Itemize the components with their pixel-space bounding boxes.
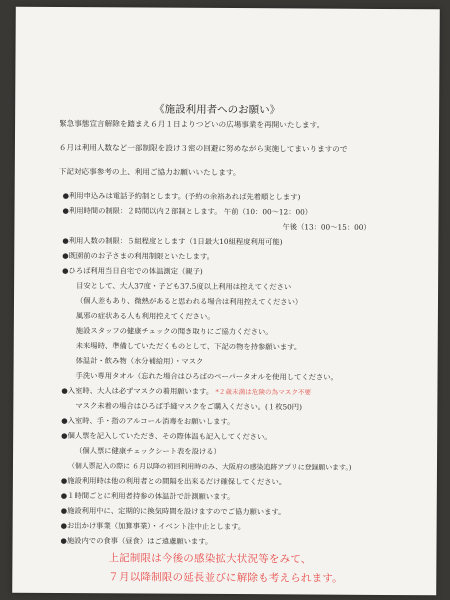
closing-line: ７月以降制限の延長並びに解除も考えられます。	[108, 571, 343, 585]
rule-item: ●既園前のお子さまの利用制限といたします。	[62, 250, 215, 261]
rule-item: ●利用時間の制限：２時間以内２部制とします。 午前（10：00～12：00）	[62, 205, 313, 217]
rule-item: ●利用申込みは電話予約制とします。(予約の余裕あれば先着順とします)	[62, 191, 301, 202]
rule-item: ●入室時、手・指のアルコール消毒をお願いします。	[61, 415, 235, 427]
rule-item: ●お出かけ事業（加算事業）・イベント注中止とします。	[60, 520, 246, 532]
rule-item: マスク未着の場合はひろば手縫マスクをご購入ください。(１枚50円)	[75, 401, 302, 412]
rule-item: 施設スタッフの健康チェックの聞き取りにご協力ください。	[75, 326, 273, 337]
rule-item: 手洗い専用タオル（忘れた場合はひろばのペーパータオルを使用してください。	[75, 371, 338, 382]
rule-item: ●施設利用時は他の利用者との間隔を出来るだけ確保してください。	[60, 475, 287, 487]
rule-item: ●個人票を記入していただき、その際体温も記入してください。	[61, 430, 272, 442]
notice-title: 《施設利用者へのお願い》	[154, 103, 281, 117]
notice-paper	[12, 7, 440, 596]
rule-item	[61, 386, 311, 398]
rule-item: ●１時間ごとに利用者持参の体温計で計測願います。	[60, 490, 235, 502]
rule-red-note: *２歳未満は危険の為マスク不要	[215, 387, 312, 397]
rule-item: ●施設内での食事（昼食）はご遠慮願います。	[60, 535, 213, 546]
rule-item: 目安として、大人37度・子ども37.5度以上利用は控えてください	[76, 281, 292, 292]
intro-line: 緊急事態宣言解除を踏まえ６月１日よりつどいの広場事業を再開いたします。	[59, 118, 325, 130]
intro-line: ６月は利用人数など一部制限を設け３密の回避に努めながら実施してまいりますので	[58, 142, 348, 154]
rule-item: ●ひろば利用当日自宅での体温測定（親子)	[62, 265, 203, 276]
rule-item: 未来場時、準備していただくものとして、下記の物を持参願います。	[75, 341, 302, 352]
rule-item: （個人票に健康チェックシート表を設ける）	[75, 446, 221, 456]
rule-item: ●施設利用中に、定期的に換気時間を設けますのでご協力願います。	[60, 505, 286, 517]
closing-line: 上記制限は今後の感染拡大状況等をみて、	[108, 552, 312, 566]
rule-item: （個人票記入の際に ６月以降の初回利用時のみ、大阪府の感染追跡アプリに登録願います。)	[67, 462, 352, 472]
rule-text: ●入室時、大人は必ずマスクの着用願います。	[61, 385, 214, 396]
rule-item: 午後（13：00～15：00）	[282, 222, 371, 232]
rule-item: 風邪の症状ある人も利用控えてください。	[75, 311, 215, 321]
rule-item: （個人差もあり、微熱があると思われる場合は利用控えてください）	[75, 296, 303, 307]
intro-line: 下記対応事参考の上、利用ご協力お願いいたします。	[58, 166, 241, 178]
rule-item: ●利用人数の制限：５組程度とします（1日最大10組程度利用可能)	[62, 235, 283, 247]
rule-item: 体温計・飲み物（水分補給用）・マスク	[75, 356, 204, 366]
